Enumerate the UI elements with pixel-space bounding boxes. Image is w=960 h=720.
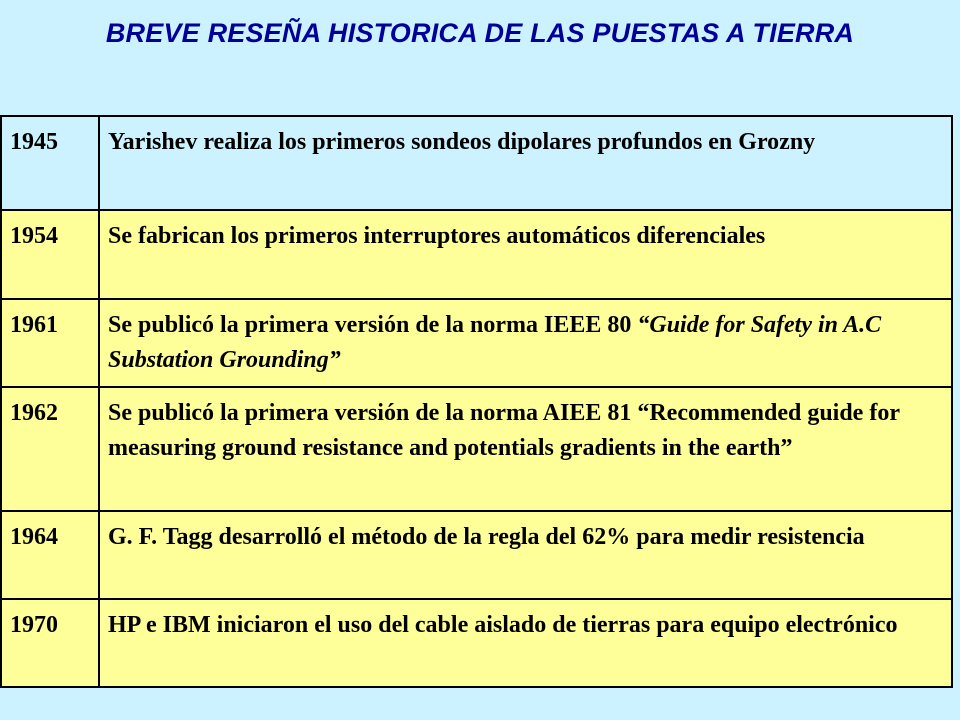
- table-row: [1, 210, 952, 299]
- table-row: [1, 511, 952, 599]
- event-text: Se publicó la primera versión de la norma IEEE 80: [108, 312, 638, 338]
- table-row: [1, 599, 952, 687]
- history-table: [0, 115, 953, 688]
- year-cell: 1954: [1, 210, 99, 299]
- table-row: [1, 116, 952, 210]
- year-cell: 1945: [1, 116, 99, 210]
- event-cell: Yarishev realiza los primeros sondeos dipolares profundos en Grozny: [99, 116, 952, 210]
- table-row: [1, 387, 952, 511]
- year-cell: 1961: [1, 299, 99, 387]
- page-title: BREVE RESEÑA HISTORICA DE LAS PUESTAS A TIERRA: [105, 18, 855, 48]
- event-text-italic: “Guide for Safety in A.C Substation Grounding”: [108, 312, 882, 373]
- event-cell: [99, 299, 952, 387]
- event-cell: HP e IBM iniciaron el uso del cable aislado de tierras para equipo electrónico: [99, 599, 952, 687]
- event-cell: Se fabrican los primeros interruptores automáticos diferenciales: [99, 210, 952, 299]
- year-cell: 1962: [1, 387, 99, 511]
- event-cell: Se publicó la primera versión de la norma AIEE 81 “Recommended guide for measuring ground resistance and potentials gradients in the earth”: [99, 387, 952, 511]
- year-cell: 1964: [1, 511, 99, 599]
- year-cell: 1970: [1, 599, 99, 687]
- event-cell: G. F. Tagg desarrolló el método de la regla del 62% para medir resistencia: [99, 511, 952, 599]
- table-row: [1, 299, 952, 387]
